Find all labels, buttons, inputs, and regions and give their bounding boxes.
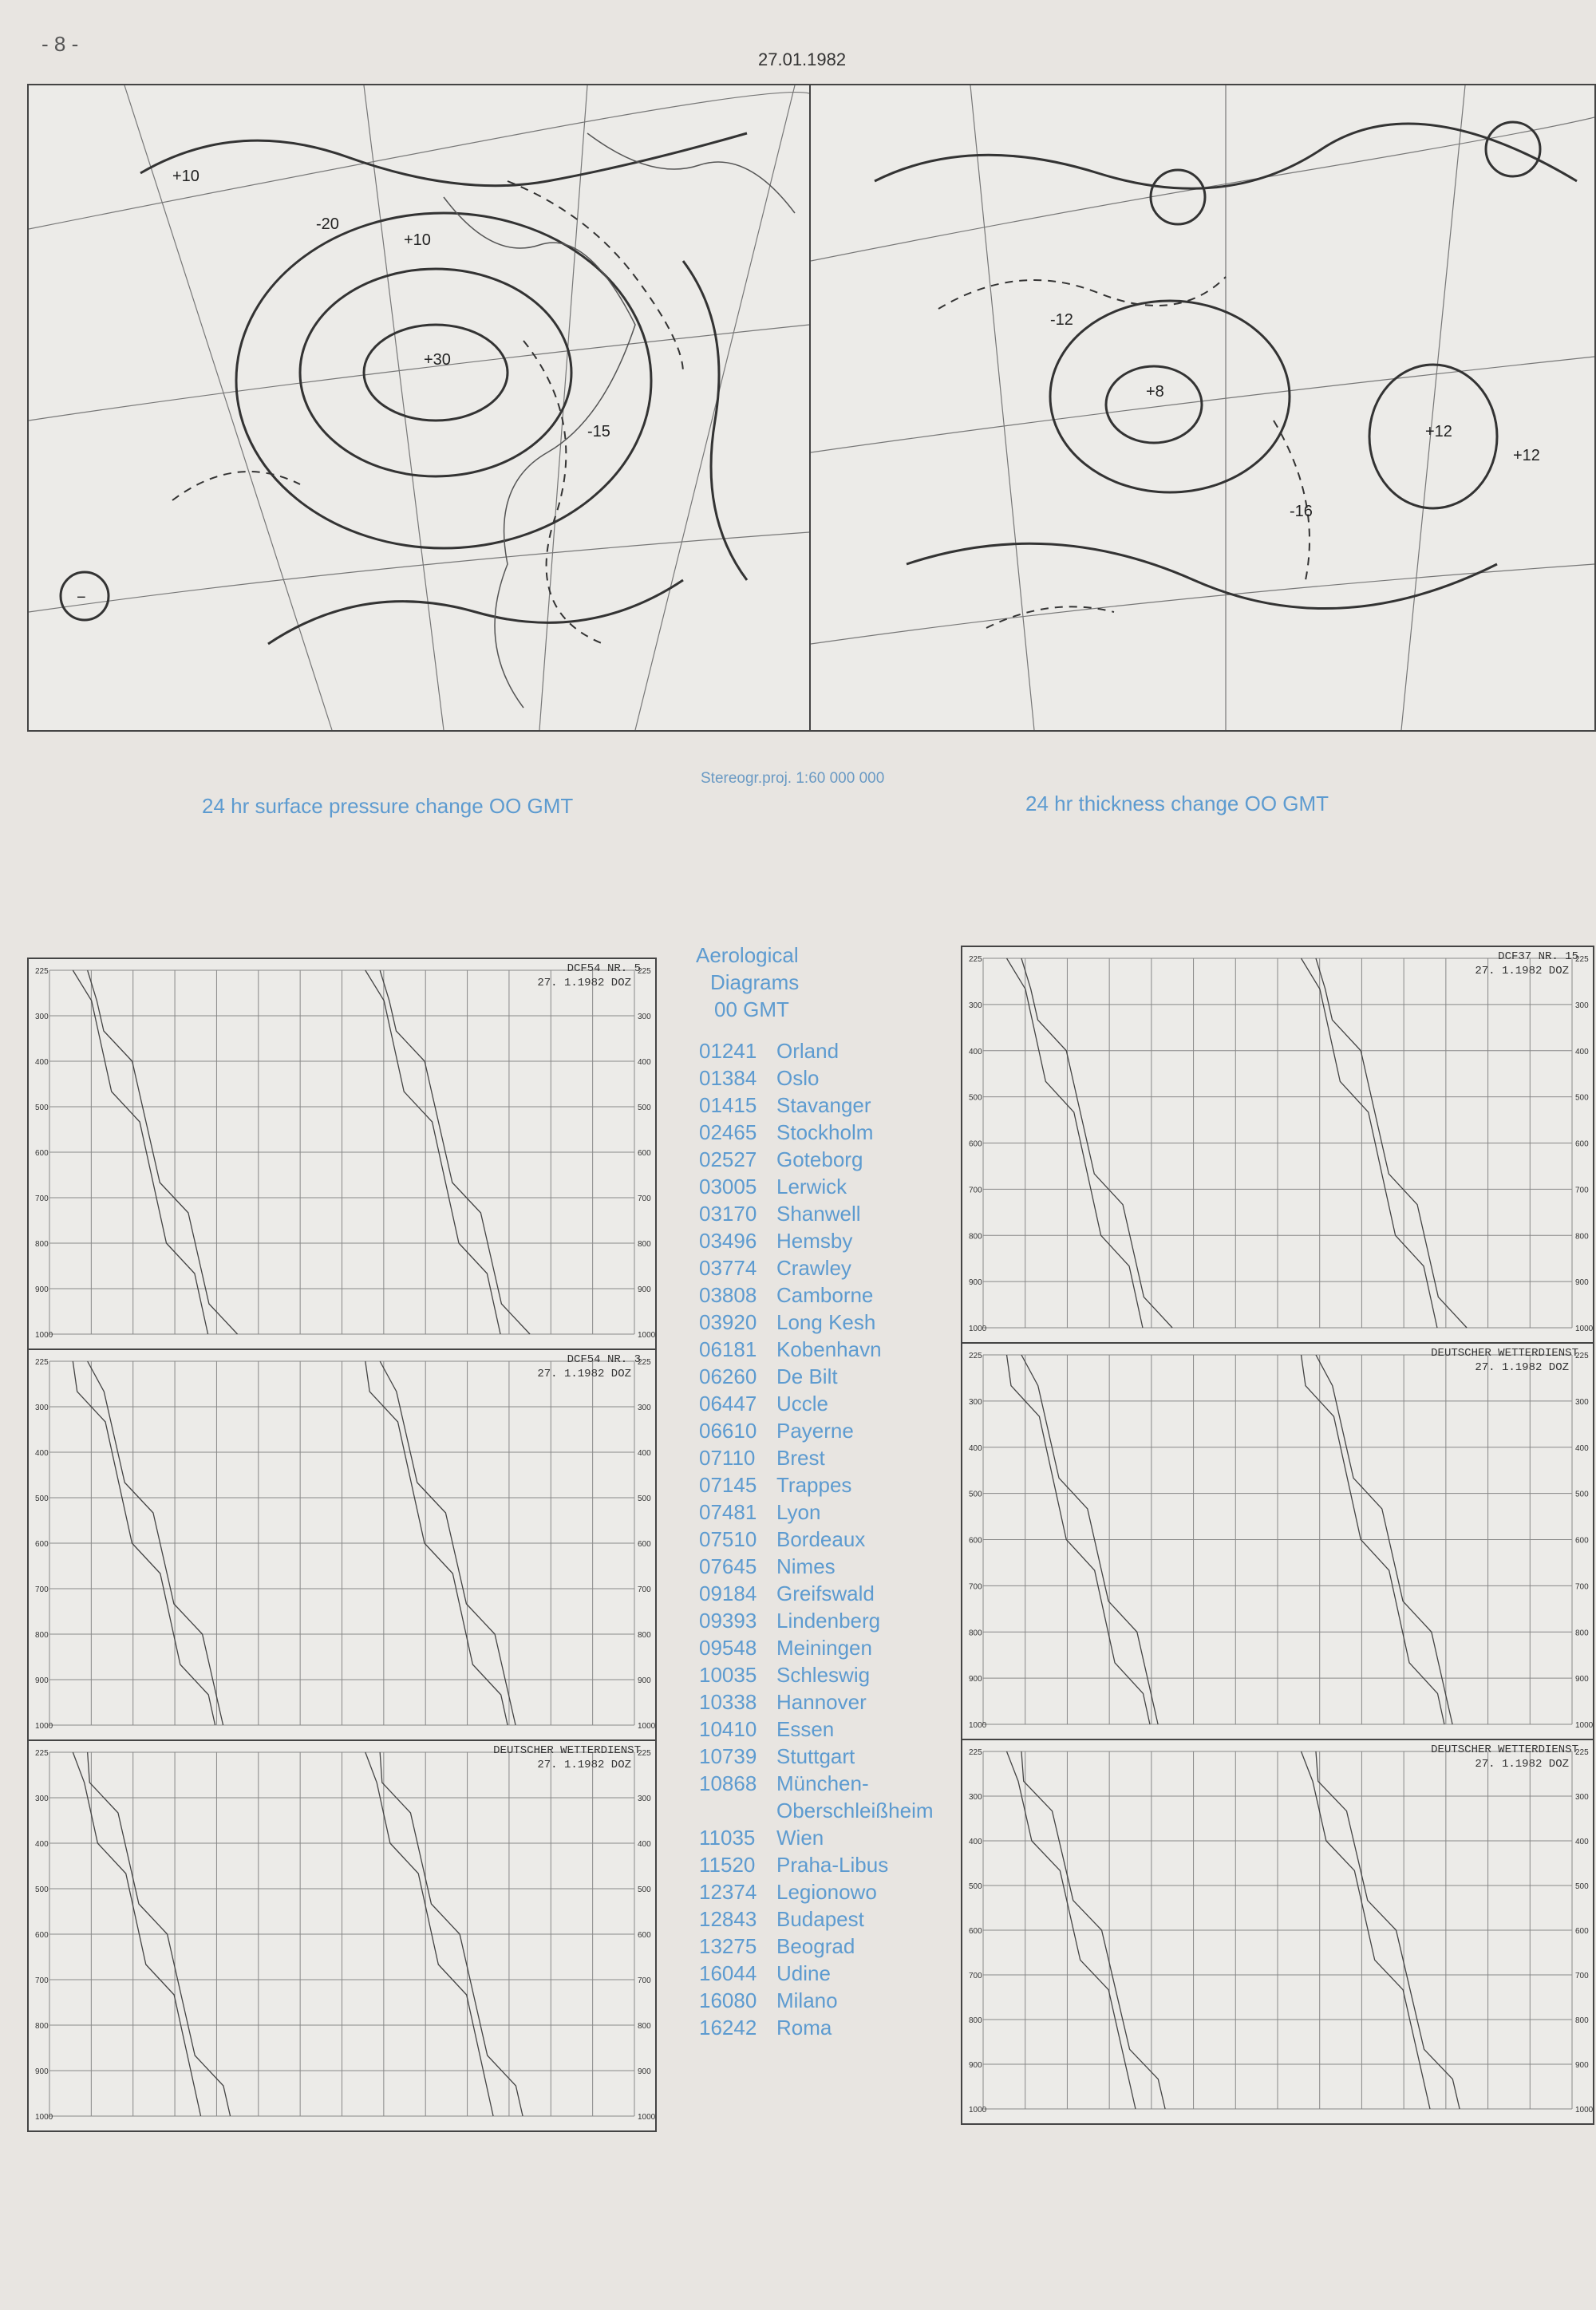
station-entry <box>696 1444 951 1471</box>
station-name: Trappes <box>776 1473 852 1497</box>
station-entry <box>696 1634 951 1661</box>
station-code: 06610 <box>699 1419 757 1443</box>
station-entry <box>696 1309 951 1336</box>
pressure-tick-label: 800 <box>638 2022 651 2031</box>
panel-date: 27. 1.1982 DOZ <box>1475 965 1569 977</box>
station-entry <box>696 1770 951 1797</box>
pressure-tick-label: 400 <box>638 1840 651 1849</box>
station-entries <box>696 1037 951 2041</box>
pressure-tick-label: 225 <box>969 955 982 964</box>
pressure-tick-label: 300 <box>1575 1397 1589 1407</box>
station-entry <box>696 1661 951 1688</box>
station-entry <box>696 1797 951 1824</box>
svg-text:-15: -15 <box>587 423 610 440</box>
aerological-panel-4 <box>961 946 1594 1344</box>
pressure-tick-label: 800 <box>1575 1629 1589 1638</box>
station-name: Greifswald <box>776 1581 875 1605</box>
pressure-tick-label: 500 <box>35 1104 49 1112</box>
station-name: Kobenhavn <box>776 1337 882 1361</box>
pressure-tick-label: 800 <box>35 2022 49 2031</box>
pressure-tick-label: 900 <box>638 1676 651 1685</box>
station-entry <box>696 1526 951 1553</box>
station-name: Praha-Libus <box>776 1853 889 1877</box>
pressure-tick-label: 600 <box>969 1927 982 1936</box>
pressure-tick-label: 600 <box>638 1931 651 1940</box>
panel-date: 27. 1.1982 DOZ <box>1475 1758 1569 1771</box>
pressure-tick-label: 225 <box>638 967 651 976</box>
station-code: 06181 <box>699 1337 757 1361</box>
pressure-tick-label: 500 <box>969 1882 982 1891</box>
station-entry <box>696 1254 951 1281</box>
station-list <box>696 942 951 2041</box>
station-code: 03496 <box>699 1229 757 1253</box>
station-code: 03170 <box>699 1202 757 1226</box>
panel-tag: DCF54 NR. 5 <box>567 962 641 975</box>
pressure-tick-label: 900 <box>1575 2061 1589 2070</box>
station-code: 01384 <box>699 1066 757 1090</box>
station-code: 06260 <box>699 1364 757 1388</box>
pressure-tick-label: 600 <box>35 1149 49 1158</box>
station-name: Stockholm <box>776 1120 874 1144</box>
station-code: 16080 <box>699 1988 757 2012</box>
pressure-tick-label: 300 <box>969 1397 982 1407</box>
station-name: Udine <box>776 1961 831 1985</box>
station-entry <box>696 1064 951 1092</box>
station-code: 07145 <box>699 1473 757 1497</box>
station-name: Oslo <box>776 1066 820 1090</box>
pressure-tick-label: 900 <box>969 1675 982 1684</box>
station-entry <box>696 1146 951 1173</box>
pressure-tick-label: 1000 <box>1575 1325 1593 1333</box>
pressure-tick-label: 225 <box>1575 1352 1589 1360</box>
station-entry <box>696 1905 951 1933</box>
pressure-tick-label: 900 <box>638 1285 651 1294</box>
station-entry <box>696 1688 951 1716</box>
station-code: 12374 <box>699 1880 757 1904</box>
pressure-tick-label: 1000 <box>969 2106 987 2115</box>
panel-tag: DEUTSCHER WETTERDIENST <box>493 1744 641 1757</box>
station-name: Nimes <box>776 1554 836 1578</box>
pressure-tick-label: 300 <box>638 1013 651 1021</box>
pressure-tick-label: 400 <box>638 1058 651 1067</box>
station-code: 03808 <box>699 1283 757 1307</box>
station-entry <box>696 1417 951 1444</box>
pressure-tick-label: 225 <box>969 1748 982 1757</box>
pressure-tick-label: 500 <box>1575 1882 1589 1891</box>
diagram-title-line: 00 GMT <box>714 997 789 1021</box>
station-name: Lindenberg <box>776 1609 881 1633</box>
svg-text:−: − <box>77 589 86 606</box>
station-name: Oberschleißheim <box>776 1799 934 1822</box>
station-code: 11035 <box>699 1826 756 1850</box>
station-name: Milano <box>776 1988 838 2012</box>
station-entry <box>696 1363 951 1390</box>
station-entry <box>696 1743 951 1770</box>
station-code: 09184 <box>699 1581 757 1605</box>
pressure-tick-label: 700 <box>35 1585 49 1594</box>
diagram-title <box>696 942 951 1023</box>
station-code: 10868 <box>699 1771 757 1795</box>
station-name: Lyon <box>776 1500 821 1524</box>
pressure-tick-label: 225 <box>35 967 49 976</box>
station-name: Hannover <box>776 1690 867 1714</box>
station-code: 09393 <box>699 1609 757 1633</box>
station-name: Bordeaux <box>776 1527 866 1551</box>
pressure-tick-label: 500 <box>969 1093 982 1103</box>
pressure-tick-label: 900 <box>1575 1278 1589 1288</box>
pressure-tick-label: 700 <box>35 1194 49 1203</box>
pressure-tick-label: 600 <box>1575 1536 1589 1546</box>
pressure-tick-label: 300 <box>35 1013 49 1021</box>
station-name: Legionowo <box>776 1880 877 1904</box>
station-code: 10338 <box>699 1690 757 1714</box>
pressure-tick-label: 225 <box>35 1358 49 1367</box>
station-name: Beograd <box>776 1934 855 1958</box>
pressure-tick-label: 700 <box>969 1582 982 1592</box>
station-name: München- <box>776 1771 869 1795</box>
pressure-tick-label: 700 <box>638 1976 651 1985</box>
station-entry <box>696 1092 951 1119</box>
pressure-tick-label: 1000 <box>638 1331 655 1340</box>
svg-text:-16: -16 <box>1290 503 1313 520</box>
pressure-tick-label: 600 <box>35 1931 49 1940</box>
pressure-tick-label: 1000 <box>638 1722 655 1731</box>
pressure-tick-label: 500 <box>35 1495 49 1503</box>
pressure-tick-label: 1000 <box>35 1722 53 1731</box>
pressure-tick-label: 600 <box>638 1149 651 1158</box>
station-code: 07481 <box>699 1500 757 1524</box>
pressure-tick-label: 600 <box>35 1540 49 1549</box>
panel-tag: DCF37 NR. 15 <box>1498 950 1578 963</box>
station-name: Goteborg <box>776 1147 863 1171</box>
pressure-tick-label: 400 <box>1575 1047 1589 1056</box>
station-entry <box>696 1173 951 1200</box>
pressure-tick-label: 900 <box>35 2067 49 2076</box>
svg-text:+12: +12 <box>1425 423 1452 440</box>
pressure-tick-label: 225 <box>1575 1748 1589 1757</box>
station-name: Stuttgart <box>776 1744 855 1768</box>
pressure-tick-label: 400 <box>35 1840 49 1849</box>
station-name: Hemsby <box>776 1229 853 1253</box>
pressure-tick-label: 700 <box>638 1585 651 1594</box>
pressure-tick-label: 900 <box>35 1285 49 1294</box>
station-code: 06447 <box>699 1392 757 1416</box>
pressure-tick-label: 800 <box>969 2016 982 2025</box>
station-entry <box>696 1281 951 1309</box>
station-code: 07510 <box>699 1527 757 1551</box>
station-name: Wien <box>776 1826 824 1850</box>
pressure-tick-label: 500 <box>638 1104 651 1112</box>
station-name: Crawley <box>776 1256 851 1280</box>
station-code: 01241 <box>699 1039 757 1063</box>
station-name: Camborne <box>776 1283 874 1307</box>
pressure-tick-label: 500 <box>35 1886 49 1894</box>
panel-date: 27. 1.1982 DOZ <box>537 1759 631 1771</box>
pressure-tick-label: 400 <box>638 1449 651 1458</box>
pressure-tick-label: 300 <box>638 1795 651 1803</box>
station-code: 03920 <box>699 1310 757 1334</box>
pressure-tick-label: 225 <box>638 1749 651 1758</box>
pressure-tick-label: 800 <box>1575 1232 1589 1242</box>
left-map-caption: 24 hr surface pressure change OO GMT <box>202 794 574 818</box>
pressure-tick-label: 500 <box>1575 1093 1589 1103</box>
svg-text:+12: +12 <box>1513 447 1540 464</box>
station-name: Meiningen <box>776 1636 872 1660</box>
pressure-tick-label: 1000 <box>969 1325 987 1333</box>
pressure-tick-label: 700 <box>969 1186 982 1195</box>
pressure-tick-label: 500 <box>969 1490 982 1499</box>
station-entry <box>696 1227 951 1254</box>
station-entry <box>696 1987 951 2014</box>
station-entry <box>696 1119 951 1146</box>
pressure-tick-label: 900 <box>969 2061 982 2070</box>
svg-text:+10: +10 <box>404 231 431 249</box>
pressure-tick-label: 400 <box>969 1838 982 1846</box>
station-entry <box>696 2014 951 2041</box>
pressure-tick-label: 1000 <box>35 2113 53 2122</box>
aerological-panel-3 <box>27 1739 657 2132</box>
aerological-panel-5 <box>961 1342 1594 1740</box>
station-code: 16242 <box>699 2016 757 2040</box>
station-entry <box>696 1336 951 1363</box>
pressure-tick-label: 800 <box>638 1631 651 1640</box>
pressure-tick-label: 400 <box>969 1047 982 1056</box>
panel-date: 27. 1.1982 DOZ <box>537 977 631 989</box>
station-name: Essen <box>776 1717 835 1741</box>
pressure-tick-label: 600 <box>969 1536 982 1546</box>
pressure-tick-label: 225 <box>969 1352 982 1360</box>
pressure-tick-label: 700 <box>638 1194 651 1203</box>
pressure-tick-label: 400 <box>35 1058 49 1067</box>
pressure-tick-label: 225 <box>1575 955 1589 964</box>
station-entry <box>696 1037 951 1064</box>
pressure-tick-label: 800 <box>1575 2016 1589 2025</box>
station-entry <box>696 1851 951 1878</box>
panel-date: 27. 1.1982 DOZ <box>537 1368 631 1380</box>
station-entry <box>696 1499 951 1526</box>
pressure-tick-label: 600 <box>638 1540 651 1549</box>
pressure-tick-label: 900 <box>1575 1675 1589 1684</box>
station-name: De Bilt <box>776 1364 838 1388</box>
pressure-tick-label: 900 <box>638 2067 651 2076</box>
pressure-tick-label: 900 <box>35 1676 49 1685</box>
station-entry <box>696 1200 951 1227</box>
pressure-tick-label: 1000 <box>638 2113 655 2122</box>
pressure-tick-label: 300 <box>638 1404 651 1412</box>
pressure-tick-label: 300 <box>969 1001 982 1010</box>
station-code: 11520 <box>699 1853 756 1877</box>
panel-tag: DEUTSCHER WETTERDIENST <box>1431 1743 1578 1756</box>
pressure-tick-label: 900 <box>969 1278 982 1288</box>
pressure-tick-label: 500 <box>638 1495 651 1503</box>
pressure-tick-label: 800 <box>35 1631 49 1640</box>
pressure-tick-label: 800 <box>969 1629 982 1638</box>
station-entry <box>696 1824 951 1851</box>
station-code: 12843 <box>699 1907 757 1931</box>
station-name: Orland <box>776 1039 839 1063</box>
station-code: 10739 <box>699 1744 757 1768</box>
svg-text:-20: -20 <box>316 215 339 233</box>
station-code: 10410 <box>699 1717 757 1741</box>
panel-date: 27. 1.1982 DOZ <box>1475 1361 1569 1374</box>
pressure-tick-label: 1000 <box>35 1331 53 1340</box>
station-code <box>696 1797 776 1824</box>
pressure-tick-label: 700 <box>1575 1972 1589 1980</box>
station-name: Lerwick <box>776 1175 847 1198</box>
pressure-tick-label: 800 <box>638 1240 651 1249</box>
station-code: 03774 <box>699 1256 757 1280</box>
pressure-tick-label: 700 <box>1575 1186 1589 1195</box>
pressure-tick-label: 400 <box>1575 1838 1589 1846</box>
station-entry <box>696 1607 951 1634</box>
pressure-tick-label: 800 <box>969 1232 982 1242</box>
station-code: 02527 <box>699 1147 757 1171</box>
pressure-tick-label: 800 <box>35 1240 49 1249</box>
pressure-tick-label: 1000 <box>1575 1721 1593 1730</box>
pressure-tick-label: 600 <box>1575 1927 1589 1936</box>
pressure-tick-label: 1000 <box>969 1721 987 1730</box>
station-code: 09548 <box>699 1636 757 1660</box>
svg-text:+30: +30 <box>424 351 451 369</box>
station-code: 07645 <box>699 1554 757 1578</box>
station-entry <box>696 1933 951 1960</box>
aerological-panel-2 <box>27 1348 657 1741</box>
pressure-tick-label: 400 <box>1575 1443 1589 1453</box>
station-name: Stavanger <box>776 1093 871 1117</box>
right-map-caption: 24 hr thickness change OO GMT <box>1025 792 1329 815</box>
thickness-change-map <box>809 84 1596 732</box>
aerological-panel-6 <box>961 1739 1594 2125</box>
svg-text:+8: +8 <box>1146 383 1164 401</box>
station-entry <box>696 1960 951 1987</box>
station-name: Budapest <box>776 1907 864 1931</box>
pressure-tick-label: 300 <box>1575 1001 1589 1010</box>
pressure-tick-label: 300 <box>35 1404 49 1412</box>
station-entry <box>696 1878 951 1905</box>
pressure-tick-label: 700 <box>969 1972 982 1980</box>
page-number: - 8 - <box>41 32 79 56</box>
pressure-tick-label: 600 <box>1575 1139 1589 1149</box>
station-entry <box>696 1471 951 1499</box>
svg-text:-12: -12 <box>1050 311 1073 329</box>
station-code: 02465 <box>699 1120 757 1144</box>
diagram-title-line: Aerological <box>696 943 799 967</box>
panel-tag: DEUTSCHER WETTERDIENST <box>1431 1347 1578 1360</box>
pressure-tick-label: 700 <box>35 1976 49 1985</box>
station-entry <box>696 1390 951 1417</box>
pressure-tick-label: 300 <box>35 1795 49 1803</box>
station-code: 03005 <box>699 1175 757 1198</box>
pressure-tick-label: 400 <box>35 1449 49 1458</box>
pressure-tick-label: 500 <box>638 1886 651 1894</box>
station-name: Roma <box>776 2016 832 2040</box>
pressure-tick-label: 225 <box>35 1749 49 1758</box>
station-name: Shanwell <box>776 1202 861 1226</box>
pressure-tick-label: 300 <box>969 1793 982 1802</box>
pressure-tick-label: 500 <box>1575 1490 1589 1499</box>
station-entry <box>696 1580 951 1607</box>
surface-pressure-change-map <box>27 84 811 732</box>
page-date: 27.01.1982 <box>758 49 847 69</box>
pressure-tick-label: 225 <box>638 1358 651 1367</box>
pressure-tick-label: 1000 <box>1575 2106 1593 2115</box>
station-code: 10035 <box>699 1663 757 1687</box>
aerological-panel-1 <box>27 958 657 1350</box>
station-code: 01415 <box>699 1093 757 1117</box>
projection-note: Stereogr.proj. 1:60 000 000 <box>701 770 885 787</box>
pressure-tick-label: 700 <box>1575 1582 1589 1592</box>
svg-text:+10: +10 <box>172 168 200 185</box>
pressure-tick-label: 600 <box>969 1139 982 1149</box>
pressure-tick-label: 300 <box>1575 1793 1589 1802</box>
station-name: Long Kesh <box>776 1310 876 1334</box>
station-name: Uccle <box>776 1392 829 1416</box>
station-name: Schleswig <box>776 1663 871 1687</box>
diagram-title-line: Diagrams <box>710 970 800 994</box>
station-entry <box>696 1716 951 1743</box>
station-code: 13275 <box>699 1934 757 1958</box>
pressure-tick-label: 400 <box>969 1443 982 1453</box>
station-entry <box>696 1553 951 1580</box>
station-name: Brest <box>776 1446 825 1470</box>
station-name: Payerne <box>776 1419 854 1443</box>
station-code: 16044 <box>699 1961 757 1985</box>
station-code: 07110 <box>699 1446 756 1470</box>
panel-tag: DCF54 NR. 3 <box>567 1353 641 1366</box>
